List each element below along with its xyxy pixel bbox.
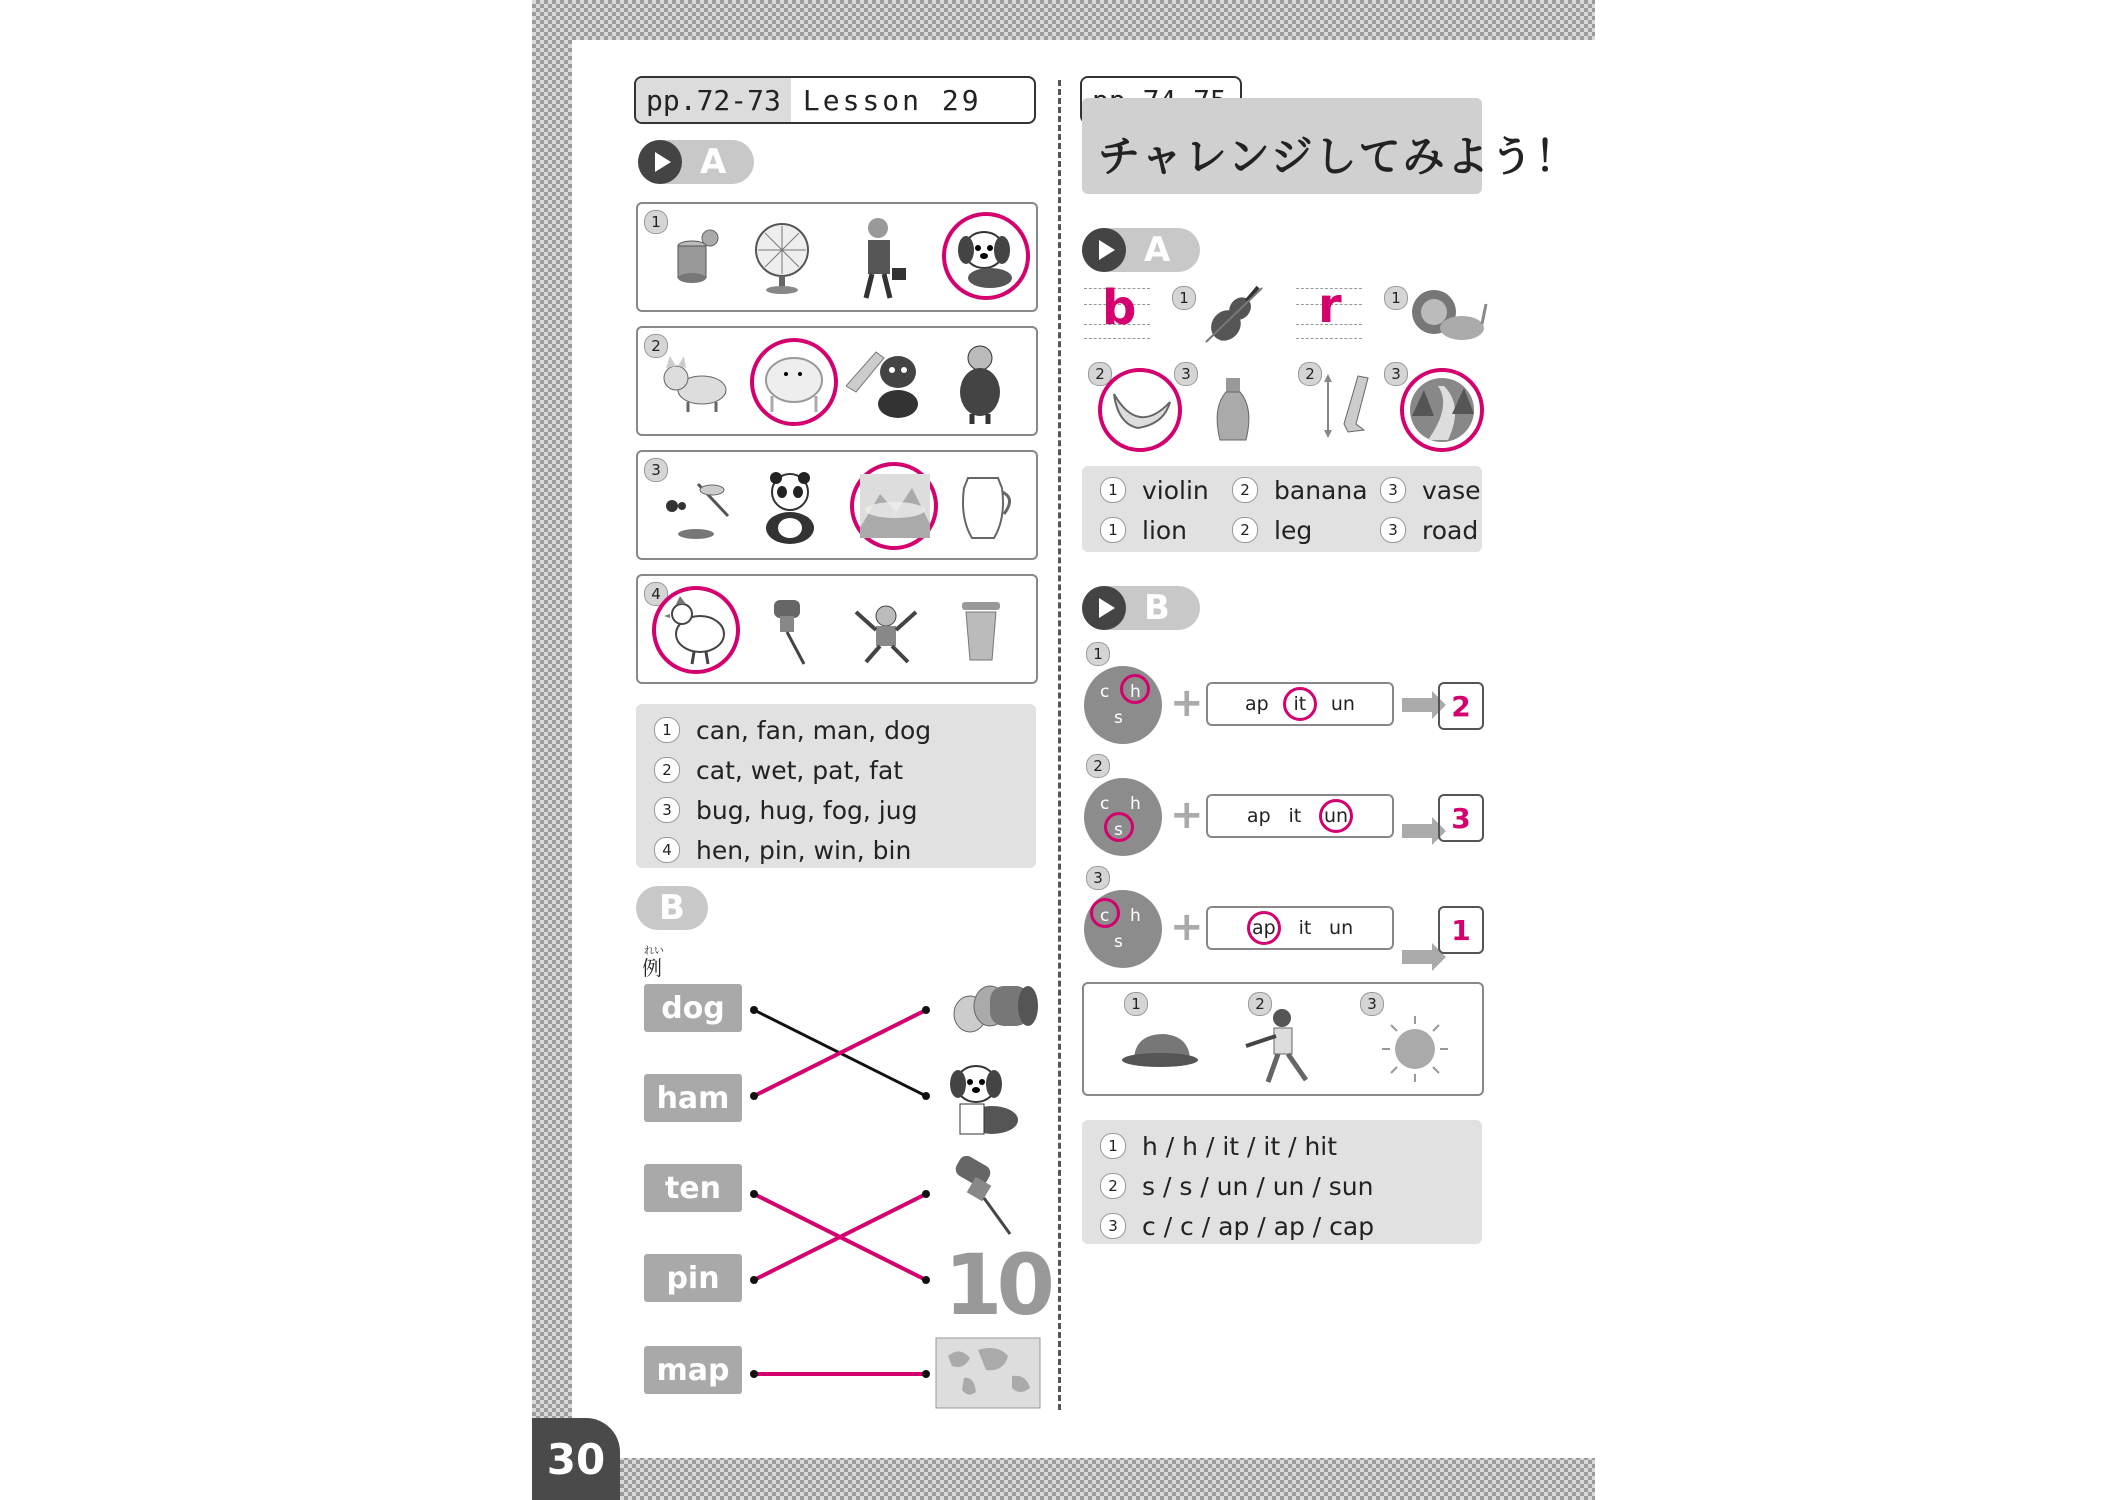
map-icon xyxy=(934,1336,1042,1410)
left-answers-a xyxy=(636,704,1036,868)
cap-icon xyxy=(1120,1028,1200,1072)
answer-text: bug, hug, fog, jug xyxy=(696,795,918,825)
rime-box xyxy=(1206,906,1394,950)
letter-r: r xyxy=(1318,278,1342,334)
ball-letter-c: c xyxy=(1100,906,1110,926)
answer-number: 2 xyxy=(1100,1173,1126,1199)
letter-ball xyxy=(1084,890,1162,968)
arrow-icon xyxy=(1402,950,1432,964)
answer-text: violin xyxy=(1142,475,1209,505)
guide-line xyxy=(1296,338,1362,339)
answer-text: banana xyxy=(1274,475,1368,505)
answer-text: h / h / it / it / hit xyxy=(1142,1131,1338,1161)
rime-it: it xyxy=(1288,805,1302,827)
row-number-badge: 4 xyxy=(644,582,668,606)
rime-un: un xyxy=(1329,917,1354,939)
badge-b-1: 1 xyxy=(1172,286,1196,310)
ham-icon xyxy=(936,972,1040,1036)
ball-letter-h: h xyxy=(1130,794,1141,814)
answer-number: 1 xyxy=(654,717,680,743)
batter-icon xyxy=(1236,1006,1322,1088)
pin-icon xyxy=(764,594,820,670)
picture-badge-3: 3 xyxy=(1360,992,1384,1016)
answer-text: lion xyxy=(1142,515,1188,545)
word-ham[interactable]: ham xyxy=(644,1074,742,1122)
plus-sign: + xyxy=(1170,904,1204,950)
word-map[interactable]: map xyxy=(644,1346,742,1394)
rime-un: un xyxy=(1324,805,1349,827)
answer-circle xyxy=(1104,812,1134,842)
phonics-number: 3 xyxy=(1086,866,1110,890)
answer-number: 2 xyxy=(1232,517,1258,543)
answer-circle xyxy=(1120,674,1150,704)
rime-ap: ap xyxy=(1246,805,1271,827)
ball-letter-c: c xyxy=(1100,794,1110,814)
section-b-label: B xyxy=(1144,588,1170,628)
example-label: 例 xyxy=(642,956,662,980)
result-box: 1 xyxy=(1438,906,1484,954)
dog-icon xyxy=(954,222,1020,292)
example-ruby: れい xyxy=(644,946,664,957)
win-icon xyxy=(844,592,928,668)
right-answers-b xyxy=(1082,1120,1482,1244)
plus-sign: + xyxy=(1170,792,1204,838)
answer-number: 2 xyxy=(654,757,680,783)
arrow-icon xyxy=(1402,698,1432,712)
picture-badge-1: 1 xyxy=(1124,992,1148,1016)
cat-icon xyxy=(658,352,734,414)
answer-number: 2 xyxy=(1232,477,1258,503)
answer-row xyxy=(654,830,1036,870)
road-icon xyxy=(1408,376,1476,444)
answer-text: hen, pin, win, bin xyxy=(696,835,912,865)
rime-ap: ap xyxy=(1245,693,1269,715)
can-icon xyxy=(664,226,724,290)
answer-text: vase xyxy=(1422,475,1481,505)
hug-panda-icon xyxy=(756,466,826,548)
word-pin[interactable]: pin xyxy=(644,1254,742,1302)
matching-lines xyxy=(740,990,940,1390)
picture-box xyxy=(1082,982,1484,1096)
violin-icon xyxy=(1196,282,1270,352)
rime-it: it xyxy=(1298,917,1312,939)
badge-b-3: 3 xyxy=(1174,362,1198,386)
guide-line xyxy=(1084,338,1150,339)
a-row-3 xyxy=(636,450,1038,560)
fog-icon xyxy=(860,474,930,538)
letter-b: b xyxy=(1102,280,1137,336)
play-icon[interactable] xyxy=(1082,228,1126,272)
answer-number: 1 xyxy=(1100,477,1126,503)
answer-row xyxy=(654,710,1036,750)
answer-number: 3 xyxy=(1380,477,1406,503)
answer-row xyxy=(1100,470,1482,510)
rime-it: it xyxy=(1293,693,1307,715)
answer-text: leg xyxy=(1274,515,1313,545)
phonics-number: 2 xyxy=(1086,754,1110,778)
lesson-title: Lesson 29 xyxy=(802,83,982,117)
man-icon xyxy=(852,214,912,302)
word-ten[interactable]: ten xyxy=(644,1164,742,1212)
column-divider xyxy=(1058,80,1061,1410)
right-section-b-pill xyxy=(1082,586,1200,630)
jug-icon xyxy=(954,468,1018,544)
section-b-label: B xyxy=(659,888,685,928)
play-icon[interactable] xyxy=(1082,586,1126,630)
vase-icon xyxy=(1210,374,1256,448)
answer-number: 3 xyxy=(1380,517,1406,543)
answer-circle xyxy=(1319,799,1353,833)
ball-letter-s: s xyxy=(1114,820,1123,840)
section-a-label: A xyxy=(700,142,727,182)
play-icon[interactable] xyxy=(638,140,682,184)
a-row-2 xyxy=(636,326,1038,436)
answer-row xyxy=(1100,1166,1482,1206)
leg-icon xyxy=(1320,372,1376,442)
answer-circle xyxy=(1283,687,1317,721)
answer-text: cat, wet, pat, fat xyxy=(696,755,904,785)
answer-circle xyxy=(1247,911,1281,945)
lion-icon xyxy=(1408,284,1488,352)
fat-person-icon xyxy=(950,342,1010,426)
ball-letter-c: c xyxy=(1100,682,1110,702)
answer-number: 3 xyxy=(1100,1213,1126,1239)
answer-row xyxy=(1100,510,1482,550)
challenge-title: チャレンジしてみよう！ xyxy=(1098,132,1579,181)
answer-text: can, fan, man, dog xyxy=(696,715,932,745)
answer-text: road xyxy=(1422,515,1479,545)
badge-b-2: 2 xyxy=(1088,362,1112,386)
left-lesson-header xyxy=(634,76,1036,124)
answer-number: 4 xyxy=(654,837,680,863)
answer-row xyxy=(1100,1206,1482,1246)
ball-letter-h: h xyxy=(1130,682,1141,702)
rime-box xyxy=(1206,794,1394,838)
answer-row xyxy=(654,750,1036,790)
a-row-4 xyxy=(636,574,1038,684)
result-box: 2 xyxy=(1438,682,1484,730)
badge-r-3: 3 xyxy=(1384,362,1408,386)
badge-r-1: 1 xyxy=(1384,286,1408,310)
wet-dog-icon xyxy=(758,346,830,418)
answer-circle xyxy=(1090,898,1120,928)
fan-icon xyxy=(750,218,814,298)
answer-text: c / c / ap / ap / cap xyxy=(1142,1211,1375,1241)
right-answers-a xyxy=(1082,466,1482,552)
answer-number: 1 xyxy=(1100,1133,1126,1159)
banana-icon xyxy=(1108,384,1174,438)
arrow-icon xyxy=(1402,824,1432,838)
sun-icon xyxy=(1380,1014,1450,1084)
bugs-icon xyxy=(658,472,734,548)
left-section-a-pill xyxy=(638,140,754,184)
answer-number: 3 xyxy=(654,797,680,823)
answer-text: s / s / un / un / sun xyxy=(1142,1171,1374,1201)
answer-row xyxy=(1100,1126,1482,1166)
section-a-label: A xyxy=(1144,230,1171,270)
plus-sign: + xyxy=(1170,680,1204,726)
row-number-badge: 2 xyxy=(644,334,668,358)
right-section-a-pill xyxy=(1082,228,1200,272)
ball-letter-h: h xyxy=(1130,906,1141,926)
hen-icon xyxy=(662,594,732,666)
picture-badge-2: 2 xyxy=(1248,992,1272,1016)
letter-ball xyxy=(1084,778,1162,856)
phonics-number: 1 xyxy=(1086,642,1110,666)
a-row-1 xyxy=(636,202,1038,312)
badge-r-2: 2 xyxy=(1298,362,1322,386)
pin-icon xyxy=(948,1154,1020,1238)
dog-icon xyxy=(940,1054,1030,1144)
row-number-badge: 3 xyxy=(644,458,668,482)
ball-letter-s: s xyxy=(1114,708,1123,728)
answer-number: 1 xyxy=(1100,517,1126,543)
rime-ap: ap xyxy=(1252,917,1276,939)
result-box: 3 xyxy=(1438,794,1484,842)
ten-number: 10 xyxy=(944,1236,1049,1334)
rime-un: un xyxy=(1330,693,1355,715)
row-number-badge: 1 xyxy=(644,210,668,234)
left-section-b-pill xyxy=(636,886,708,930)
letter-ball xyxy=(1084,666,1162,744)
word-dog[interactable]: dog xyxy=(644,984,742,1032)
bin-icon xyxy=(958,598,1004,662)
answer-row xyxy=(654,790,1036,830)
left-pages-label: pp.72-73 xyxy=(636,78,791,122)
pat-dog-icon xyxy=(846,342,928,422)
ball-letter-s: s xyxy=(1114,932,1123,952)
page-number: 30 xyxy=(532,1418,620,1500)
rime-box xyxy=(1206,682,1394,726)
